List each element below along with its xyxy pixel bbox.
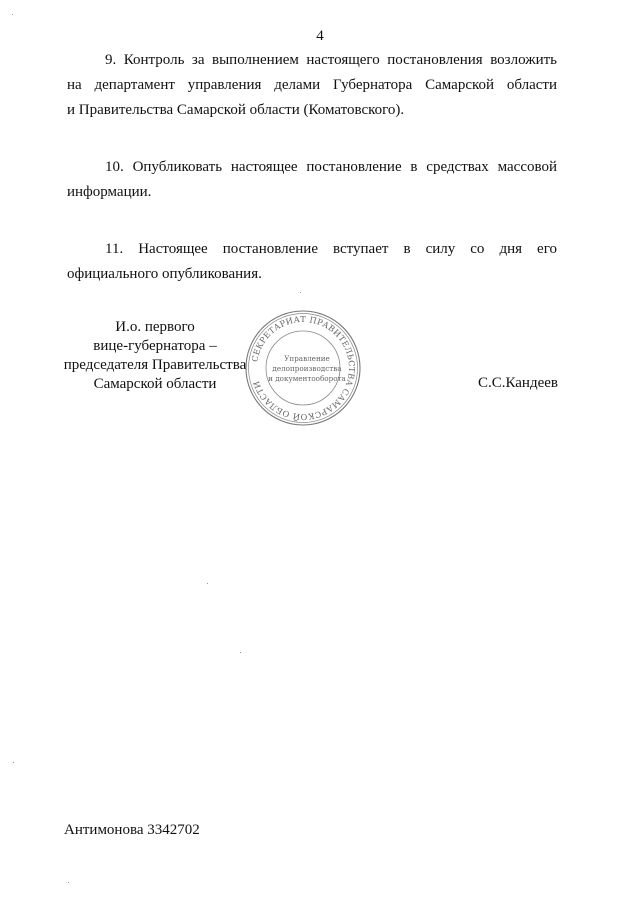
paragraph-line: 10. Опубликовать настоящее постановление в средствах массовой <box>105 159 557 175</box>
signatory-name: С.С.Кандеев <box>477 375 558 391</box>
paragraph-line: официального опубликования. <box>67 266 262 282</box>
paragraph-line: и Правительства Самарской области (Коматовского). <box>67 102 405 118</box>
paragraph-10 <box>67 155 557 230</box>
scan-speck <box>240 652 241 653</box>
signatory-title-line: вице-губернатора – <box>93 338 217 354</box>
document-body <box>67 48 557 319</box>
executor-contact: Антимонова 3342702 <box>64 822 200 838</box>
signatory-title-line: председателя Правительства <box>63 357 247 373</box>
paragraph-line: на департамент управления делами Губернатора Самарской области <box>67 77 557 93</box>
paragraph-line: информации. <box>67 184 152 200</box>
scan-speck <box>13 762 14 763</box>
seal-center-line: Управление <box>284 354 330 363</box>
scan-speck <box>300 292 301 293</box>
seal-center-line: делопроизводства <box>272 364 342 373</box>
scan-speck <box>12 14 13 15</box>
scan-speck <box>68 882 69 883</box>
scan-speck <box>207 583 208 584</box>
signatory-title <box>55 318 255 394</box>
seal-ring-text: СЕКРЕТАРИАТ ПРАВИТЕЛЬСТВА САМАРСКОЙ ОБЛАСТИ <box>249 313 358 423</box>
official-seal-stamp <box>244 309 362 427</box>
seal-center-line: и документооборота <box>268 374 346 383</box>
signatory-title-line: И.о. первого <box>115 319 195 335</box>
paragraph-line: 9. Контроль за выполнением настоящего постановления возложить <box>105 52 557 68</box>
signatory-title-line: Самарской области <box>93 376 217 392</box>
page-number: 4 <box>316 28 324 44</box>
paragraph-11 <box>67 237 557 312</box>
paragraph-line: 11. Настоящее постановление вступает в силу со дня его <box>105 241 557 257</box>
paragraph-9 <box>67 48 557 148</box>
